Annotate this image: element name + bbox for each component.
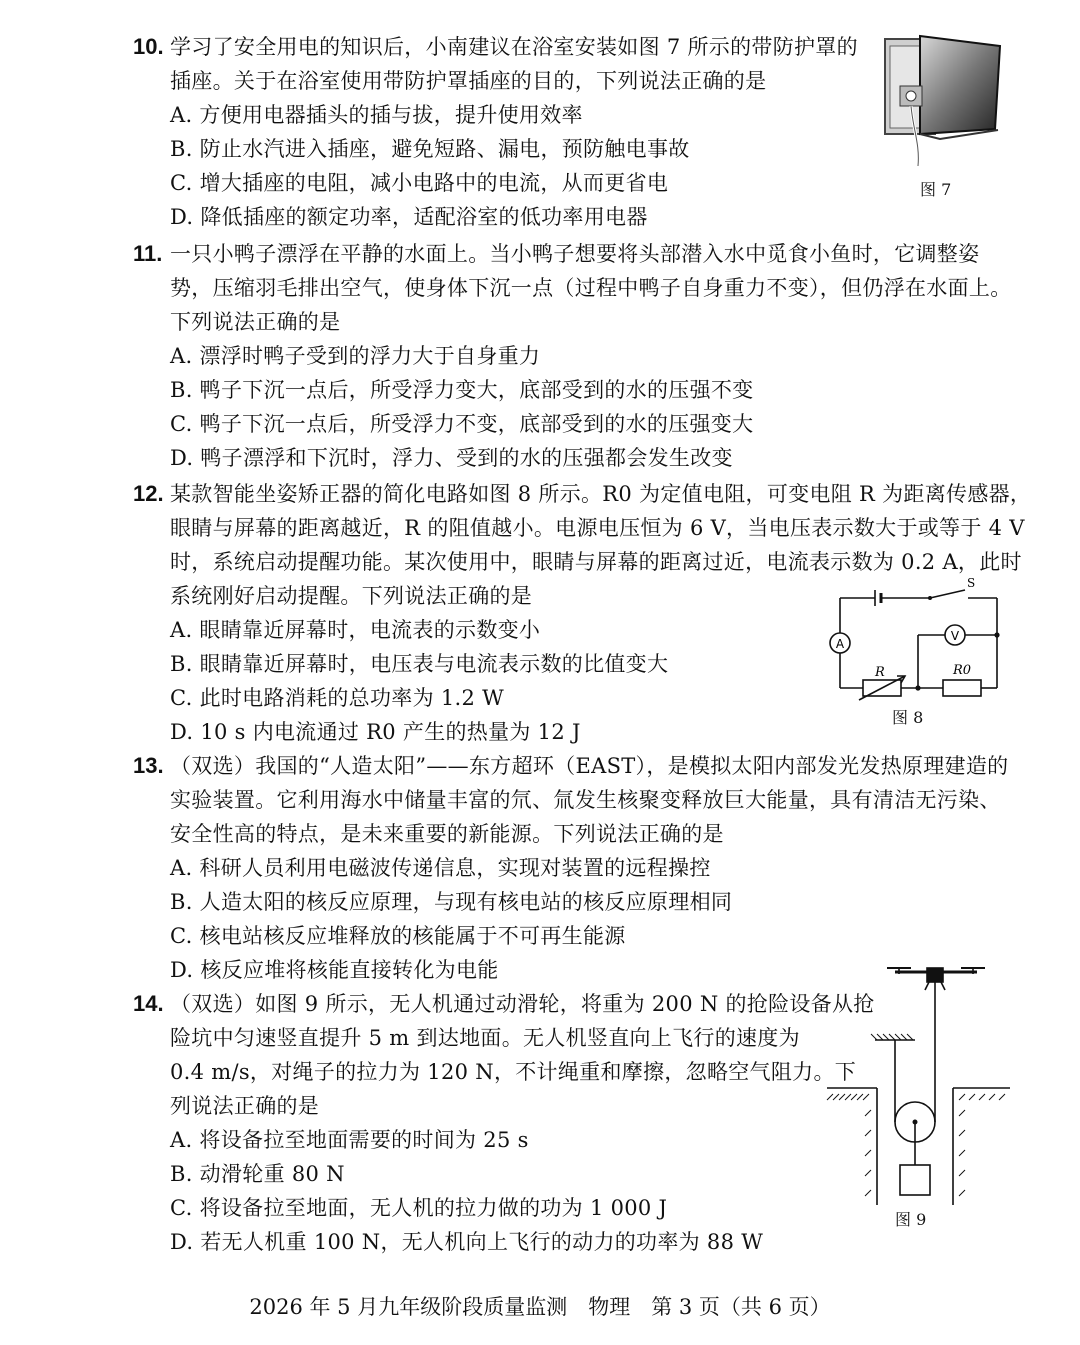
question-13-stem-line-2: 实验装置。它利用海水中储量丰富的氘、氚发生核聚变释放巨大能量，具有清洁无污染、 [170,788,1001,812]
question-12-option-c: C. 此时电路消耗的总功率为 1.2 W [170,686,505,710]
figure-8-label-switch: S [967,576,976,590]
question-12-stem-line-3: 时，系统启动提醒功能。某次使用中，眼睛与屏幕的距离过近，电流表示数为 0.2 A，此时 [170,550,1022,574]
question-12-option-d: D. 10 s 内电流通过 R0 产生的热量为 12 J [170,720,581,744]
question-10-stem-line-1: 学习了安全用电的知识后，小南建议在浴室安装如图 7 所示的带防护罩的 [170,35,858,59]
question-10-number: 10. [133,34,164,59]
figure-9-drone-pulley-diagram [825,960,1015,1205]
question-13-option-b: B. 人造太阳的核反应原理，与现有核电站的核反应原理相同 [170,890,733,914]
question-13-stem-line-3: 安全性高的特点，是未来重要的新能源。下列说法正确的是 [170,822,724,846]
question-11-option-d: D. 鸭子漂浮和下沉时，浮力、受到的水的压强都会发生改变 [170,446,733,470]
question-12-option-a: A. 眼睛靠近屏幕时，电流表的示数变小 [170,618,541,642]
question-11-stem-line-2: 势，压缩羽毛排出空气，使身体下沉一点（过程中鸭子自身重力不变），但仍浮在水面上。 [170,276,1012,300]
question-14-option-c: C. 将设备拉至地面，无人机的拉力做的功为 1 000 J [170,1196,668,1220]
question-12-option-b: B. 眼睛靠近屏幕时，电压表与电流表示数的比值变大 [170,652,669,676]
question-13-number: 13. [133,753,164,778]
figure-8-circuit-diagram [825,576,1010,698]
question-12-number: 12. [133,481,164,506]
question-14-stem-line-4: 列说法正确的是 [170,1094,320,1118]
figure-8-label-voltmeter: V [950,629,960,643]
question-13-option-d: D. 核反应堆将核能直接转化为电能 [170,958,499,982]
question-13-option-a: A. 科研人员利用电磁波传递信息，实现对装置的远程操控 [170,856,711,880]
question-10-option-d: D. 降低插座的额定功率，适配浴室的低功率用电器 [170,205,648,229]
question-10-option-a: A. 方便用电器插头的插与拔，提升使用效率 [170,103,583,127]
question-11-stem-line-3: 下列说法正确的是 [170,310,341,334]
figure-7-caption: 图 7 [920,180,952,199]
question-14-stem-line-3: 0.4 m/s，对绳子的拉力为 120 N，不计绳重和摩擦，忽略空气阻力。下 [170,1060,857,1084]
figure-8-caption: 图 8 [892,708,924,727]
question-10-stem-line-2: 插座。关于在浴室使用带防护罩插座的目的，下列说法正确的是 [170,69,767,93]
question-14-option-d: D. 若无人机重 100 N，无人机向上飞行的动力的功率为 88 W [170,1230,764,1254]
question-11-option-c: C. 鸭子下沉一点后，所受浮力不变，底部受到的水的压强变大 [170,412,754,436]
question-14-stem-line-1: （双选）如图 9 所示，无人机通过动滑轮，将重为 200 N 的抢险设备从抢 [170,992,875,1016]
question-14-stem-line-2: 险坑中匀速竖直提升 5 m 到达地面。无人机竖直向上飞行的速度为 [170,1026,800,1050]
question-10-option-c: C. 增大插座的电阻，减小电路中的电流，从而更省电 [170,171,669,195]
question-14-number: 14. [133,991,164,1016]
question-14-option-b: B. 动滑轮重 80 N [170,1162,345,1186]
question-12-stem-line-2: 眼睛与屏幕的距离越近，R 的阻值越小。电源电压恒为 6 V，当电压表示数大于或等于 4 V [170,516,1025,540]
figure-8-label-fixed-resistor: R0 [953,663,972,678]
figure-8-label-var-resistor: R [875,665,885,680]
question-11-number: 11. [133,241,163,266]
question-14-option-a: A. 将设备拉至地面需要的时间为 25 s [170,1128,529,1152]
question-11-stem-line-1: 一只小鸭子漂浮在平静的水面上。当小鸭子想要将头部潜入水中觅食小鱼时，它调整姿 [170,242,980,266]
question-13-stem-line-1: （双选）我国的“人造太阳”——东方超环（EAST），是模拟太阳内部发光发热原理建造的 [170,754,1009,778]
page-footer: 2026 年 5 月九年级阶段质量监测 物理 第 3 页（共 6 页） [249,1295,831,1319]
question-10-option-b: B. 防止水汽进入插座，避免短路、漏电，预防触电事故 [170,137,690,161]
question-12-stem-line-4: 系统刚好启动提醒。下列说法正确的是 [170,584,533,608]
figure-8-label-ammeter: A [835,637,845,651]
question-13-option-c: C. 核电站核反应堆释放的核能属于不可再生能源 [170,924,626,948]
figure-7-socket-image [880,34,1010,174]
figure-9-caption: 图 9 [895,1210,927,1229]
question-11-option-b: B. 鸭子下沉一点后，所受浮力变大，底部受到的水的压强不变 [170,378,754,402]
question-11-option-a: A. 漂浮时鸭子受到的浮力大于自身重力 [170,344,541,368]
question-12-stem-line-1: 某款智能坐姿矫正器的简化电路如图 8 所示。R0 为定值电阻，可变电阻 R 为距离传感器， [170,482,1032,506]
